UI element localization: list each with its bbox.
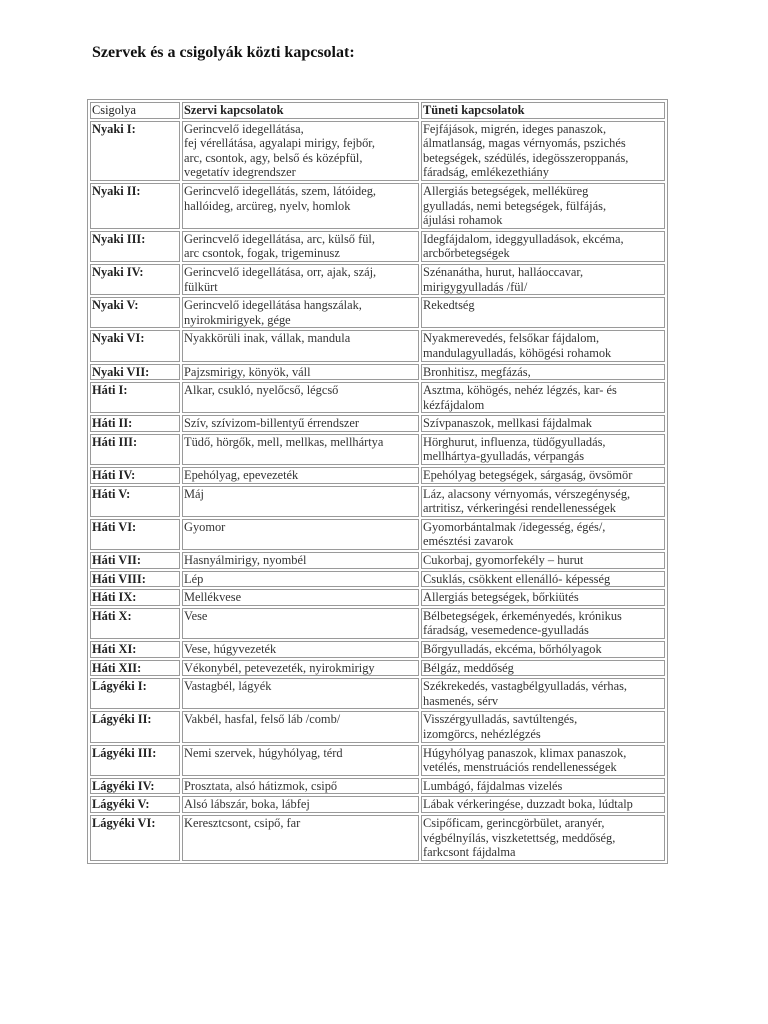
vertebra-cell: Nyaki IV:	[90, 264, 180, 295]
vertebra-cell: Lágyéki VI:	[90, 815, 180, 861]
symptom-links-cell	[421, 364, 665, 381]
symptom-line: Epehólyag betegségek, sárgaság, övsömör	[423, 468, 633, 483]
organ-line: fülkürt	[184, 279, 218, 294]
symptom-links-cell	[421, 519, 665, 550]
symptom-links-cell	[421, 486, 665, 517]
symptom-links-cell	[421, 415, 665, 432]
table-row	[90, 121, 665, 181]
table-row	[90, 297, 665, 328]
vertebra-cell: Háti I:	[90, 382, 180, 413]
vertebra-cell: Háti IX:	[90, 589, 180, 606]
organ-line: Gyomor	[184, 519, 226, 534]
organ-line: arc csontok, fogak, trigeminusz	[184, 246, 340, 261]
vertebra-cell: Háti XI:	[90, 641, 180, 658]
table-row	[90, 330, 665, 361]
table-row	[90, 589, 665, 606]
organ-line: Vese	[184, 608, 208, 623]
symptom-links-cell	[421, 660, 665, 677]
vertebra-cell: Nyaki V:	[90, 297, 180, 328]
symptom-line: Hörghurut, influenza, tüdőgyulladás,	[423, 434, 606, 449]
organ-line: Vese, húgyvezeték	[184, 642, 277, 656]
header-vertebra: Csigolya	[90, 102, 180, 119]
table-row	[90, 519, 665, 550]
symptom-line: farkcsont fájdalma	[423, 845, 516, 860]
symptom-line: Bőrgyulladás, ekcéma, bőrhólyagok	[423, 642, 602, 656]
symptom-line: arcbőrbetegségek	[423, 246, 510, 261]
symptom-links-cell	[421, 382, 665, 413]
organ-line: Alsó lábszár, boka, lábfej	[184, 797, 310, 812]
symptom-links-cell	[421, 778, 665, 795]
symptom-links-cell	[421, 297, 665, 328]
symptom-links-cell	[421, 183, 665, 229]
symptom-line: fáradság, vesemedence-gyulladás	[423, 623, 589, 638]
organ-links-cell	[182, 467, 419, 484]
vertebra-cell: Lágyéki I:	[90, 678, 180, 709]
symptom-line: Láz, alacsony vérnyomás, vérszegénység,	[423, 486, 631, 501]
organ-links-cell	[182, 486, 419, 517]
organ-links-cell	[182, 415, 419, 432]
vertebra-cell: Háti XII:	[90, 660, 180, 677]
symptom-line: vetélés, menstruációs rendellenességek	[423, 760, 617, 775]
symptom-line: Idegfájdalom, ideggyulladások, ekcéma,	[423, 231, 624, 246]
organ-links-cell	[182, 815, 419, 861]
symptom-line: Lumbágó, fájdalmas vizelés	[423, 778, 563, 793]
vertebra-cell: Nyaki VI:	[90, 330, 180, 361]
symptom-line: kézfájdalom	[423, 397, 485, 412]
symptom-links-cell	[421, 745, 665, 776]
table-row	[90, 711, 665, 742]
symptom-links-cell	[421, 571, 665, 588]
organ-links-cell	[182, 608, 419, 639]
organ-line: Nemi szervek, húgyhólyag, térd	[184, 745, 343, 760]
symptom-line: Nyakmerevedés, felsőkar fájdalom,	[423, 331, 600, 346]
vertebra-cell: Háti VIII:	[90, 571, 180, 588]
organ-line: Szív, szívizom-billentyű érrendszer	[184, 416, 360, 431]
organ-links-cell	[182, 589, 419, 606]
organ-links-cell	[182, 678, 419, 709]
vertebra-cell: Nyaki VII:	[90, 364, 180, 381]
table-row	[90, 382, 665, 413]
symptom-links-cell	[421, 641, 665, 658]
symptom-links-cell	[421, 264, 665, 295]
symptom-line: mellhártya-gyulladás, vérpangás	[423, 449, 585, 464]
header-symptom-links: Tüneti kapcsolatok	[421, 102, 665, 119]
symptom-links-cell	[421, 330, 665, 361]
symptom-links-cell	[421, 121, 665, 181]
organ-line: vegetatív idegrendszer	[184, 165, 296, 180]
symptom-line: Allergiás betegségek, melléküreg	[423, 183, 589, 198]
organ-line: Vakbél, hasfal, felső láb /comb/	[184, 712, 341, 727]
organ-line: Gerincvelő idegellátás, szem, látóideg,	[184, 183, 376, 198]
organ-line: Gerincvelő idegellátása,	[184, 121, 304, 136]
vertebrae-table	[87, 99, 668, 864]
organ-links-cell	[182, 297, 419, 328]
organ-line: Nyakkörüli inak, vállak, mandula	[184, 331, 351, 346]
vertebra-cell: Háti V:	[90, 486, 180, 517]
vertebra-cell: Nyaki III:	[90, 231, 180, 262]
organ-links-cell	[182, 571, 419, 588]
vertebra-cell: Háti II:	[90, 415, 180, 432]
symptom-links-cell	[421, 796, 665, 813]
symptom-links-cell	[421, 678, 665, 709]
vertebra-cell: Háti IV:	[90, 467, 180, 484]
table-row	[90, 415, 665, 432]
organ-line: Gerincvelő idegellátása hangszálak,	[184, 298, 362, 313]
table-row	[90, 231, 665, 262]
organ-line: Keresztcsont, csipő, far	[184, 815, 301, 830]
organ-links-cell	[182, 121, 419, 181]
vertebra-cell: Lágyéki IV:	[90, 778, 180, 795]
organ-line: Alkar, csukló, nyelőcső, légcső	[184, 383, 339, 398]
table-header-row	[90, 102, 665, 119]
page-title: Szervek és a csigolyák közti kapcsolat:	[92, 44, 355, 61]
symptom-line: álmatlanság, magas vérnyomás, pszichés	[423, 136, 626, 151]
vertebra-cell: Lágyéki V:	[90, 796, 180, 813]
vertebra-cell: Háti X:	[90, 608, 180, 639]
symptom-line: mandulagyulladás, köhögési rohamok	[423, 345, 612, 360]
organ-line: Lép	[184, 571, 204, 586]
table-row	[90, 552, 665, 569]
organ-links-cell	[182, 364, 419, 381]
symptom-links-cell	[421, 467, 665, 484]
symptom-line: mirigygyulladás /fül/	[423, 279, 528, 294]
table-row	[90, 660, 665, 677]
organ-line: Vastagbél, lágyék	[184, 679, 272, 694]
organ-line: Prosztata, alsó hátizmok, csipő	[184, 778, 338, 793]
symptom-links-cell	[421, 815, 665, 861]
organ-line: Mellékvese	[184, 590, 242, 605]
symptom-line: ájulási rohamok	[423, 213, 503, 228]
symptom-line: Bélgáz, meddőség	[423, 660, 514, 675]
vertebra-cell: Lágyéki II:	[90, 711, 180, 742]
symptom-line: Rekedtség	[423, 298, 475, 313]
table-row	[90, 745, 665, 776]
symptom-line: Allergiás betegségek, bőrkiütés	[423, 590, 579, 605]
organ-line: Hasnyálmirigy, nyombél	[184, 553, 307, 568]
organ-links-cell	[182, 660, 419, 677]
symptom-line: Csipőficam, gerincgörbület, aranyér,	[423, 815, 605, 830]
table-row	[90, 434, 665, 465]
symptom-line: Szívpanaszok, mellkasi fájdalmak	[423, 416, 592, 431]
vertebra-cell: Nyaki II:	[90, 183, 180, 229]
organ-links-cell	[182, 641, 419, 658]
organ-links-cell	[182, 231, 419, 262]
symptom-links-cell	[421, 608, 665, 639]
organ-line: Vékonybél, petevezeték, nyirokmirigy	[184, 660, 375, 675]
symptom-line: Lábak vérkeringése, duzzadt boka, lúdtalp	[423, 797, 633, 812]
vertebra-cell: Háti VII:	[90, 552, 180, 569]
table-row	[90, 778, 665, 795]
symptom-line: fáradság, emlékezethiány	[423, 165, 549, 180]
vertebra-cell: Nyaki I:	[90, 121, 180, 181]
table-row	[90, 364, 665, 381]
symptom-line: végbélnyílás, viszketettség, meddőség,	[423, 830, 616, 845]
table-row	[90, 183, 665, 229]
symptom-links-cell	[421, 231, 665, 262]
table-row	[90, 815, 665, 861]
symptom-line: Bélbetegségek, érkeményedés, krónikus	[423, 608, 622, 623]
organ-line: nyirokmirigyek, gége	[184, 312, 291, 327]
organ-links-cell	[182, 552, 419, 569]
table-body	[90, 121, 665, 861]
table-row	[90, 264, 665, 295]
organ-links-cell	[182, 330, 419, 361]
symptom-line: gyulladás, nemi betegségek, fülfájás,	[423, 198, 607, 213]
symptom-line: emésztési zavarok	[423, 534, 514, 549]
organ-line: arc, csontok, agy, belső és középfül,	[184, 150, 363, 165]
table-row	[90, 571, 665, 588]
organ-links-cell	[182, 519, 419, 550]
symptom-line: artritisz, vérkeringési rendellenességek	[423, 501, 617, 516]
vertebra-cell: Háti VI:	[90, 519, 180, 550]
symptom-line: Asztma, köhögés, nehéz légzés, kar- és	[423, 383, 617, 398]
symptom-line: Cukorbaj, gyomorfekély – hurut	[423, 553, 584, 568]
symptom-line: Bronhitisz, megfázás,	[423, 364, 531, 379]
organ-line: Pajzsmirigy, könyök, váll	[184, 364, 311, 379]
symptom-links-cell	[421, 552, 665, 569]
symptom-line: hasmenés, sérv	[423, 693, 499, 708]
organ-line: Gerincvelő idegellátása, arc, külső fül,	[184, 231, 375, 246]
organ-links-cell	[182, 796, 419, 813]
organ-links-cell	[182, 778, 419, 795]
table-row	[90, 486, 665, 517]
symptom-links-cell	[421, 711, 665, 742]
organ-links-cell	[182, 711, 419, 742]
organ-links-cell	[182, 264, 419, 295]
header-organ-links: Szervi kapcsolatok	[182, 102, 419, 119]
table-row	[90, 641, 665, 658]
symptom-line: Székrekedés, vastagbélgyulladás, vérhas,	[423, 679, 628, 694]
symptom-line: izomgörcs, nehézlégzés	[423, 726, 541, 741]
organ-line: Epehólyag, epevezeték	[184, 468, 299, 483]
vertebra-cell: Lágyéki III:	[90, 745, 180, 776]
organ-line: hallóideg, arcüreg, nyelv, homlok	[184, 198, 351, 213]
symptom-line: betegségek, szédülés, idegösszeroppanás,	[423, 150, 629, 165]
symptom-line: Visszérgyulladás, savtúltengés,	[423, 712, 578, 727]
symptom-line: Csuklás, csökkent ellenálló- képesség	[423, 571, 611, 586]
table-row	[90, 796, 665, 813]
symptom-links-cell	[421, 434, 665, 465]
organ-line: fej vérellátása, agyalapi mirigy, fejbőr,	[184, 136, 376, 151]
symptom-line: Szénanátha, hurut, halláoccavar,	[423, 264, 584, 279]
organ-line: Máj	[184, 486, 204, 501]
organ-line: Tüdő, hörgők, mell, mellkas, mellhártya	[184, 434, 384, 449]
symptom-line: Gyomorbántalmak /idegesség, égés/,	[423, 519, 606, 534]
vertebra-cell: Háti III:	[90, 434, 180, 465]
symptom-line: Húgyhólyag panaszok, klimax panaszok,	[423, 745, 627, 760]
table-row	[90, 467, 665, 484]
organ-links-cell	[182, 183, 419, 229]
table-row	[90, 608, 665, 639]
organ-line: Gerincvelő idegellátása, orr, ajak, száj,	[184, 264, 377, 279]
symptom-line: Fejfájások, migrén, ideges panaszok,	[423, 121, 607, 136]
organ-links-cell	[182, 434, 419, 465]
organ-links-cell	[182, 745, 419, 776]
symptom-links-cell	[421, 589, 665, 606]
table-row	[90, 678, 665, 709]
organ-links-cell	[182, 382, 419, 413]
